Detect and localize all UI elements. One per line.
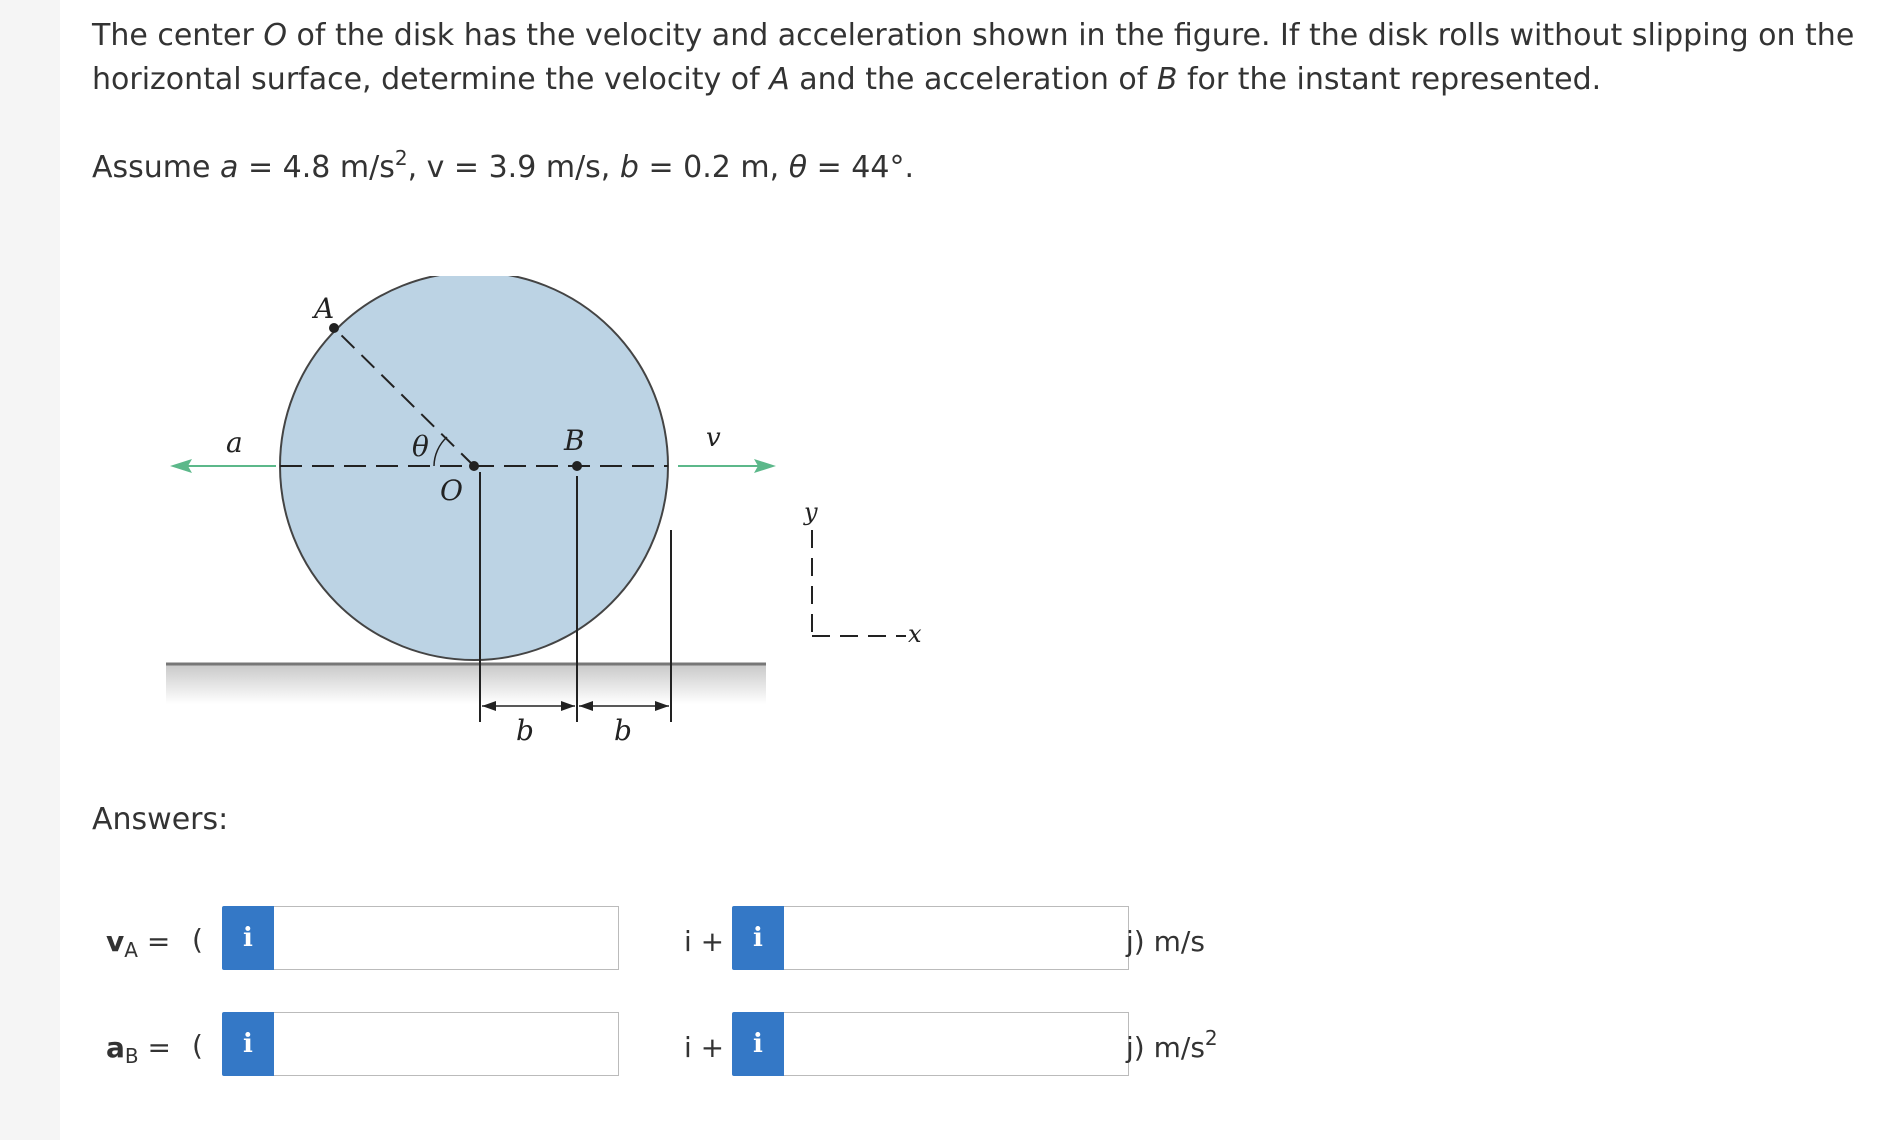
ab-j-info-button[interactable]: i: [732, 1012, 784, 1076]
va-i-unit: i +: [684, 925, 725, 958]
va-open-paren: (: [192, 923, 203, 956]
question-page: [60, 0, 1896, 1140]
label-y: y: [804, 498, 818, 526]
label-x: x: [908, 620, 922, 648]
problem-text: for the instant represented.: [1177, 62, 1602, 97]
problem-text: and the acceleration of: [789, 62, 1157, 97]
ab-sub: B: [124, 1044, 139, 1068]
assume-theta-value: = 44°.: [807, 150, 914, 185]
va-i-component-input[interactable]: [274, 906, 619, 970]
ab-end-unit-exponent: 2: [1204, 1026, 1218, 1050]
label-b1: b: [516, 714, 534, 746]
point-O: [469, 461, 479, 471]
label-b2: b: [614, 714, 632, 746]
assume-v-value: = 3.9 m/s,: [444, 150, 620, 185]
assume-prefix: Assume: [92, 150, 221, 185]
label-theta: θ: [412, 430, 429, 463]
problem-statement: [92, 14, 1882, 102]
disk-figure: [166, 276, 956, 746]
assumptions: [92, 146, 914, 190]
assume-a-symbol: a: [220, 150, 239, 185]
ab-var: a: [106, 1031, 125, 1064]
ab-end-unit: [1126, 1026, 1218, 1066]
va-j-component-input[interactable]: [784, 906, 1129, 970]
va-i-info-button[interactable]: i: [222, 906, 274, 970]
label-A: A: [314, 292, 335, 325]
va-var: v: [106, 925, 125, 958]
assume-b-symbol: b: [619, 150, 639, 185]
ab-open-paren: (: [192, 1029, 203, 1062]
assume-b-value: = 0.2 m,: [638, 150, 789, 185]
assume-a-value: = 4.8 m/s: [238, 150, 395, 185]
ab-label: [106, 1030, 171, 1066]
symbol-B: B: [1156, 62, 1178, 97]
answer-row-va: [60, 906, 1260, 972]
ab-i-unit: i +: [684, 1031, 725, 1064]
symbol-A: A: [769, 62, 790, 97]
label-v: v: [706, 423, 721, 453]
answer-row-ab: [60, 1012, 1260, 1078]
ab-i-info-button[interactable]: i: [222, 1012, 274, 1076]
ab-end-unit-text: j) m/s: [1126, 1031, 1205, 1064]
ab-i-component-input[interactable]: [274, 1012, 619, 1076]
label-B: B: [564, 424, 585, 457]
va-eq: =: [137, 925, 171, 958]
assume-a-exponent: 2: [394, 146, 408, 170]
problem-text: The center: [92, 18, 264, 53]
va-j-info-button[interactable]: i: [732, 906, 784, 970]
assume-v-symbol: , v: [407, 150, 445, 185]
point-B: [572, 461, 582, 471]
ground-surface: [166, 664, 766, 704]
va-end-unit: j) m/s: [1126, 925, 1205, 958]
answers-label: Answers:: [92, 802, 229, 837]
label-O: O: [440, 474, 463, 507]
problem-text: of the disk has the velocity and acceleration shown in the figure. If the disk rolls without slipping on the horizontal surface, determine the velocity of: [92, 18, 1855, 97]
assume-theta-symbol: θ: [788, 150, 808, 185]
label-a: a: [226, 426, 243, 459]
ab-j-component-input[interactable]: [784, 1012, 1129, 1076]
ab-eq: =: [138, 1031, 172, 1064]
va-label: [106, 924, 170, 960]
symbol-O: O: [263, 18, 288, 53]
va-sub: A: [124, 938, 138, 962]
